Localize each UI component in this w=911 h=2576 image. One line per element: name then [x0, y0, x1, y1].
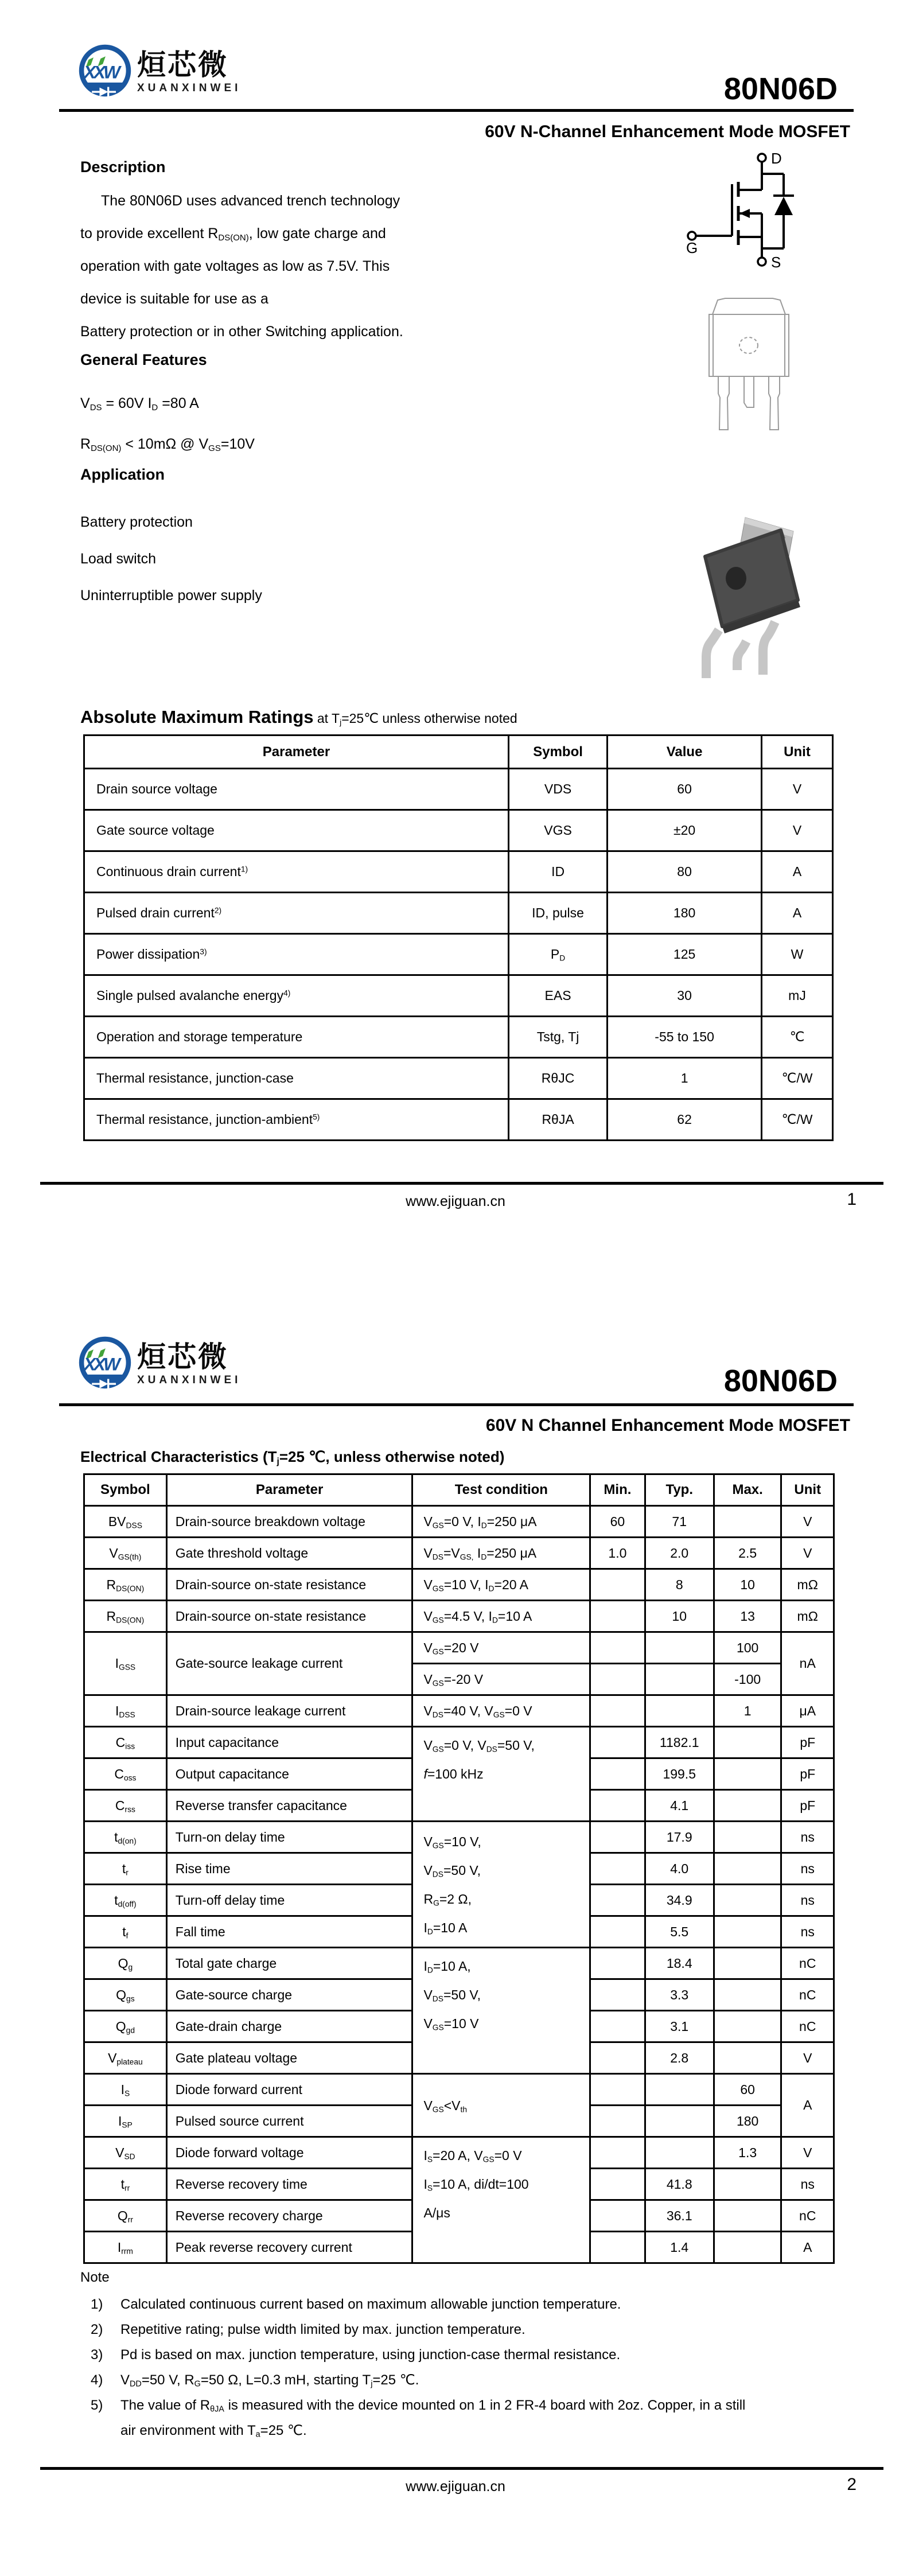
table-row: [84, 1506, 834, 1538]
table-cell: 41.8: [645, 2169, 714, 2200]
general-features-title: General Features: [80, 351, 207, 368]
application-list: [80, 504, 447, 614]
table-cell: mΩ: [781, 1601, 834, 1632]
page-subtitle: 60V N Channel Enhancement Mode MOSFET: [485, 1416, 850, 1435]
page-number: 2: [847, 2475, 857, 2494]
table-row: [84, 1569, 834, 1601]
table-cell: Reverse recovery time: [166, 2169, 412, 2200]
column-header: Symbol: [508, 736, 607, 769]
table-row: [84, 2137, 834, 2169]
table-cell: $V_{GS}=-20$ V: [412, 1664, 590, 1695]
table-cell: 5.5: [645, 1916, 714, 1948]
table-cell: ns: [781, 1885, 834, 1916]
table-cell: Turn-off delay time: [166, 1885, 412, 1916]
table-cell: [714, 2011, 781, 2042]
table-cell: Input capacitance: [166, 1727, 412, 1758]
note-number: 5): [91, 2398, 103, 2413]
table-cell: $V_{DS}=V_{GS,}$ $I_D=250$ μA: [412, 1538, 590, 1569]
table-cell: $V_{GS}=10$ V, $V_{DS}=50$ V, $R_G=2$ Ω, $I_D=10$ A: [412, 1822, 590, 1948]
table-cell: 60: [608, 769, 762, 810]
column-header: Typ.: [645, 1474, 714, 1506]
table-cell: 10: [714, 1569, 781, 1601]
table-cell: Thermal resistance, junction-case: [84, 1058, 509, 1099]
note-item: [91, 2292, 848, 2317]
table-row: [84, 1948, 834, 1979]
logo-chinese-name: 烜芯微: [137, 1341, 228, 1373]
table-row: [84, 934, 833, 975]
column-header: Unit: [762, 736, 833, 769]
table-cell: [714, 1885, 781, 1916]
table-cell: [590, 1695, 645, 1727]
table-cell: VDS: [508, 769, 607, 810]
table-cell: ℃/W: [762, 1099, 833, 1141]
ec-section-title: Electrical Characteristics ($T_j=25$ ℃, unless otherwise noted): [80, 1448, 505, 1466]
table-row: [84, 1099, 833, 1141]
table-cell: [714, 1853, 781, 1885]
table-row: [84, 851, 833, 893]
table-cell: Operation and storage temperature: [84, 1017, 509, 1058]
table-cell: [590, 1979, 645, 2011]
table-cell: [645, 1695, 714, 1727]
table-row: [84, 1727, 834, 1758]
table-cell: V: [781, 2137, 834, 2169]
table-cell: 4.1: [645, 1790, 714, 1822]
note-list: [91, 2292, 848, 2443]
table-cell: [590, 2106, 645, 2137]
table-cell: Drain-source breakdown voltage: [166, 1506, 412, 1538]
table-cell: V: [762, 769, 833, 810]
table-cell: VGS: [508, 810, 607, 851]
table-cell: 62: [608, 1099, 762, 1141]
table-cell: W: [762, 934, 833, 975]
note-number: 3): [91, 2347, 103, 2363]
table-cell: $I_{DSS}$: [84, 1695, 167, 1727]
table-cell: $Q_{gs}$: [84, 1979, 167, 2011]
application-item: Battery protection: [80, 514, 193, 530]
table-cell: 2.0: [645, 1538, 714, 1569]
column-header: Min.: [590, 1474, 645, 1506]
table-cell: nC: [781, 1979, 834, 2011]
footer-url: www.ejiguan.cn: [406, 2478, 505, 2495]
table-cell: [590, 1569, 645, 1601]
table-cell: $t_{d(on)}$: [84, 1822, 167, 1853]
table-cell: Output capacitance: [166, 1758, 412, 1790]
table-cell: Total gate charge: [166, 1948, 412, 1979]
table-cell: ℃/W: [762, 1058, 833, 1099]
table-cell: [590, 1790, 645, 1822]
table-cell: $I_{SP}$: [84, 2106, 167, 2137]
table-cell: $V_{SD}$: [84, 2137, 167, 2169]
table-cell: 60: [590, 1506, 645, 1538]
company-logo-icon: [77, 37, 133, 104]
table-cell: 2.8: [645, 2042, 714, 2074]
drain-label: D: [771, 151, 782, 167]
table-cell: [590, 2011, 645, 2042]
footer-url: www.ejiguan.cn: [406, 1193, 505, 1209]
table-cell: [714, 1979, 781, 2011]
amr-section-title: [80, 707, 517, 727]
table-cell: $V_{plateau}$: [84, 2042, 167, 2074]
part-number-title: 80N06D: [723, 72, 838, 106]
table-cell: [714, 2232, 781, 2263]
table-cell: ns: [781, 2169, 834, 2200]
table-cell: 1: [608, 1058, 762, 1099]
table-cell: [714, 1727, 781, 1758]
logo-xxw-text: XXW: [83, 62, 118, 83]
note-item: [91, 2342, 848, 2368]
logo-chinese-name: 烜芯微: [137, 49, 228, 81]
table-cell: Gate-drain charge: [166, 2011, 412, 2042]
table-cell: [590, 2200, 645, 2232]
table-cell: [590, 1758, 645, 1790]
table-cell: [590, 1664, 645, 1695]
table-cell: A: [762, 893, 833, 934]
table-cell: ID: [508, 851, 607, 893]
header-rule: [59, 109, 854, 112]
table-cell: 4.0: [645, 1853, 714, 1885]
amr-title-main: Absolute Maximum Ratings: [80, 707, 314, 727]
electrical-characteristics-table: [83, 1473, 835, 2264]
logo-latin-name: XUANXINWEI: [137, 1374, 242, 1386]
table-cell: 3.1: [645, 2011, 714, 2042]
table-cell: 3.3: [645, 1979, 714, 2011]
table-cell: ns: [781, 1822, 834, 1853]
table-cell: [714, 2169, 781, 2200]
table-cell: 1.0: [590, 1538, 645, 1569]
table-row: [84, 2074, 834, 2106]
table-cell: [714, 1822, 781, 1853]
table-cell: 80: [608, 851, 762, 893]
table-cell: 100: [714, 1632, 781, 1664]
table-cell: $Q_g$: [84, 1948, 167, 1979]
note-number: 1): [91, 2297, 103, 2312]
description-text: [80, 185, 447, 348]
table-cell: 180: [714, 2106, 781, 2137]
general-features-list: [80, 383, 447, 465]
table-cell: A: [781, 2074, 834, 2137]
table-cell: Continuous drain current$^{1)}$: [84, 851, 509, 893]
table-cell: Turn-on delay time: [166, 1822, 412, 1853]
note-text: Calculated continuous current based on maximum allowable junction temperature.: [120, 2297, 621, 2312]
table-cell: $I_{GSS}$: [84, 1632, 167, 1695]
table-cell: EAS: [508, 975, 607, 1017]
table-cell: [645, 2106, 714, 2137]
table-cell: [645, 2074, 714, 2106]
feature-line: $V_{DS} = 60V$ $I_D =80$ A: [80, 395, 199, 413]
table-cell: [590, 2074, 645, 2106]
table-cell: ns: [781, 1916, 834, 1948]
table-cell: 17.9: [645, 1822, 714, 1853]
table-cell: Thermal resistance, junction-ambient$^{5)}$: [84, 1099, 509, 1141]
table-row: [84, 975, 833, 1017]
table-cell: ±20: [608, 810, 762, 851]
table-cell: nA: [781, 1632, 834, 1695]
table-cell: $P_D$: [508, 934, 607, 975]
table-cell: $I_S=20$ A, $V_{GS}=0$ V $I_S=10$ A, di/dt=100 A/μs: [412, 2137, 590, 2263]
note-item: [91, 2393, 848, 2443]
table-cell: 13: [714, 1601, 781, 1632]
table-cell: [645, 1664, 714, 1695]
table-cell: Gate-source charge: [166, 1979, 412, 2011]
table-cell: $V_{GS}=0$ V, $V_{DS}=50$ V, f=100 kHz: [412, 1727, 590, 1822]
table-cell: 8: [645, 1569, 714, 1601]
company-logo: [77, 1329, 241, 1396]
table-cell: $t_r$: [84, 1853, 167, 1885]
table-row: [84, 1822, 834, 1853]
table-cell: -55 to 150: [608, 1017, 762, 1058]
table-row: [84, 810, 833, 851]
table-cell: [645, 2137, 714, 2169]
table-cell: 199.5: [645, 1758, 714, 1790]
table-cell: mΩ: [781, 1569, 834, 1601]
table-cell: [714, 1916, 781, 1948]
table-cell: 1.3: [714, 2137, 781, 2169]
table-cell: [590, 2232, 645, 2263]
footer-rule: [40, 2467, 883, 2470]
amr-title-suffix: at $T_j=25℃$ unless otherwise noted: [313, 711, 517, 727]
table-cell: $I_S$: [84, 2074, 167, 2106]
description-title: Description: [80, 158, 166, 176]
table-cell: [590, 1601, 645, 1632]
table-cell: $Q_{rr}$: [84, 2200, 167, 2232]
table-cell: ℃: [762, 1017, 833, 1058]
table-row: [84, 1632, 834, 1664]
note-item: [91, 2368, 848, 2393]
table-cell: $V_{GS}<V_{th}$: [412, 2074, 590, 2137]
table-cell: [590, 1727, 645, 1758]
package-photo: [696, 514, 805, 692]
table-cell: $V_{GS}=10$ V, $I_D=20$ A: [412, 1569, 590, 1601]
table-cell: 30: [608, 975, 762, 1017]
page-number: 1: [847, 1190, 857, 1209]
table-cell: [714, 1758, 781, 1790]
table-cell: V: [762, 810, 833, 851]
application-item: Load switch: [80, 551, 157, 567]
table-cell: [590, 1916, 645, 1948]
table-cell: 71: [645, 1506, 714, 1538]
table-cell: Drain-source on-state resistance: [166, 1601, 412, 1632]
table-cell: [645, 1632, 714, 1664]
table-cell: $I_D=10$ A, $V_{DS}=50$ V, $V_{GS}=10$ V: [412, 1948, 590, 2074]
note-title: Note: [80, 2270, 110, 2285]
table-cell: Drain-source leakage current: [166, 1695, 412, 1727]
column-header: Parameter: [84, 736, 509, 769]
table-cell: $V_{DS}=40$ V, $V_{GS}=0$ V: [412, 1695, 590, 1727]
company-logo: [77, 37, 241, 104]
note-text: Repetitive rating; pulse width limited by max. junction temperature.: [120, 2322, 525, 2337]
table-cell: $V_{GS(th)}$: [84, 1538, 167, 1569]
table-cell: Diode forward voltage: [166, 2137, 412, 2169]
table-cell: [714, 2200, 781, 2232]
note-number: 4): [91, 2372, 103, 2388]
table-cell: Single pulsed avalanche energy$^{4)}$: [84, 975, 509, 1017]
table-cell: [714, 1948, 781, 1979]
table-cell: [590, 1632, 645, 1664]
table-cell: $R_{DS(ON)}$: [84, 1569, 167, 1601]
table-cell: 18.4: [645, 1948, 714, 1979]
table-row: [84, 1058, 833, 1099]
table-cell: Gate threshold voltage: [166, 1538, 412, 1569]
table-cell: Peak reverse recovery current: [166, 2232, 412, 2263]
table-cell: 180: [608, 893, 762, 934]
table-cell: $V_{GS}=0$ V, $I_D=250$ μA: [412, 1506, 590, 1538]
table-cell: $Q_{gd}$: [84, 2011, 167, 2042]
table-row: [84, 769, 833, 810]
table-cell: pF: [781, 1727, 834, 1758]
table-cell: Diode forward current: [166, 2074, 412, 2106]
table-cell: Reverse recovery charge: [166, 2200, 412, 2232]
description-line: device is suitable for use as a: [80, 291, 268, 307]
table-cell: $t_f$: [84, 1916, 167, 1948]
note-text: The value of $R_{\theta JA}$ is measured with the device mounted on 1 in 2 FR-4 board with 2oz. Copper, in a still air environment with $T_a=25$ ℃.: [120, 2398, 746, 2439]
column-header: Test condition: [412, 1474, 590, 1506]
table-cell: 36.1: [645, 2200, 714, 2232]
table-cell: Gate-source leakage current: [166, 1632, 412, 1695]
table-cell: nC: [781, 2200, 834, 2232]
column-header: Value: [608, 736, 762, 769]
table-cell: Fall time: [166, 1916, 412, 1948]
table-cell: Drain-source on-state resistance: [166, 1569, 412, 1601]
table-cell: [714, 2042, 781, 2074]
part-number-title: 80N06D: [723, 1364, 838, 1398]
header-rule: [59, 1403, 854, 1406]
table-cell: [590, 1822, 645, 1853]
absolute-maximum-ratings-table: [83, 734, 834, 1141]
table-cell: $t_{rr}$: [84, 2169, 167, 2200]
description-line: to provide excellent $R_{DS(ON)}$, low gate charge and: [80, 225, 386, 243]
table-cell: $V_{GS}=20$ V: [412, 1632, 590, 1664]
table-cell: [590, 2169, 645, 2200]
table-cell: pF: [781, 1790, 834, 1822]
table-cell: 1.4: [645, 2232, 714, 2263]
table-cell: Tstg, Tj: [508, 1017, 607, 1058]
package-outline-drawing: [704, 297, 793, 438]
description-line: Battery protection or in other Switching application.: [80, 324, 403, 340]
table-cell: $V_{GS}=4.5$ V, $I_D=10$ A: [412, 1601, 590, 1632]
table-cell: $C_{oss}$: [84, 1758, 167, 1790]
note-text: Pd is based on max. junction temperature, using junction-case thermal resistance.: [120, 2347, 621, 2363]
table-cell: A: [781, 2232, 834, 2263]
table-cell: A: [762, 851, 833, 893]
table-cell: ID, pulse: [508, 893, 607, 934]
table-cell: 125: [608, 934, 762, 975]
logo-latin-name: XUANXINWEI: [137, 82, 242, 94]
column-header: Max.: [714, 1474, 781, 1506]
table-row: [84, 1017, 833, 1058]
feature-line: $R_{DS(ON)} < 10m\Omega$ @ $V_{GS}=10V$: [80, 436, 255, 453]
table-cell: [590, 1885, 645, 1916]
table-cell: $BV_{DSS}$: [84, 1506, 167, 1538]
table-row: [84, 1538, 834, 1569]
table-cell: nC: [781, 2011, 834, 2042]
table-cell: Pulsed drain current$^{2)}$: [84, 893, 509, 934]
table-cell: 1182.1: [645, 1727, 714, 1758]
table-cell: [590, 1853, 645, 1885]
table-cell: Drain source voltage: [84, 769, 509, 810]
table-cell: V: [781, 1538, 834, 1569]
table-cell: 2.5: [714, 1538, 781, 1569]
table-cell: RθJC: [508, 1058, 607, 1099]
table-cell: [714, 1506, 781, 1538]
description-line: The 80N06D uses advanced trench technology: [101, 193, 400, 209]
table-row: [84, 893, 833, 934]
column-header: Parameter: [166, 1474, 412, 1506]
column-header: Unit: [781, 1474, 834, 1506]
page-2: [0, 1288, 911, 2576]
table-cell: $t_{d(off)}$: [84, 1885, 167, 1916]
table-cell: [590, 2042, 645, 2074]
description-line: operation with gate voltages as low as 7.5V. This: [80, 258, 390, 274]
table-cell: Pulsed source current: [166, 2106, 412, 2137]
table-cell: 10: [645, 1601, 714, 1632]
table-cell: pF: [781, 1758, 834, 1790]
table-cell: nC: [781, 1948, 834, 1979]
source-label: S: [771, 254, 781, 271]
table-cell: V: [781, 2042, 834, 2074]
table-cell: [590, 2137, 645, 2169]
table-cell: RθJA: [508, 1099, 607, 1141]
table-cell: Reverse transfer capacitance: [166, 1790, 412, 1822]
table-row: [84, 1695, 834, 1727]
table-cell: μA: [781, 1695, 834, 1727]
company-logo-icon: [77, 1329, 133, 1396]
table-cell: $C_{rss}$: [84, 1790, 167, 1822]
note-item: [91, 2317, 848, 2342]
application-item: Uninterruptible power supply: [80, 587, 262, 604]
table-cell: 60: [714, 2074, 781, 2106]
note-number: 2): [91, 2322, 103, 2337]
application-title: Application: [80, 466, 165, 483]
gate-label: G: [686, 239, 698, 256]
page-subtitle: 60V N-Channel Enhancement Mode MOSFET: [485, 122, 850, 141]
logo-xxw-text: XXW: [83, 1354, 118, 1375]
footer-rule: [40, 1182, 883, 1185]
table-cell: 34.9: [645, 1885, 714, 1916]
table-cell: Gate source voltage: [84, 810, 509, 851]
table-cell: 1: [714, 1695, 781, 1727]
table-cell: $I_{rrm}$: [84, 2232, 167, 2263]
column-header: Symbol: [84, 1474, 167, 1506]
table-cell: $C_{iss}$: [84, 1727, 167, 1758]
table-cell: ns: [781, 1853, 834, 1885]
table-cell: Gate plateau voltage: [166, 2042, 412, 2074]
table-cell: mJ: [762, 975, 833, 1017]
table-row: [84, 1601, 834, 1632]
note-text: $V_{DD}=50$ V, $R_G=50$ Ω, L=0.3 mH, starting $T_j=25$ ℃.: [120, 2372, 419, 2389]
table-cell: -100: [714, 1664, 781, 1695]
table-cell: $R_{DS(ON)}$: [84, 1601, 167, 1632]
table-cell: Rise time: [166, 1853, 412, 1885]
table-cell: [590, 1948, 645, 1979]
table-cell: [714, 1790, 781, 1822]
table-cell: Power dissipation$^{3)}$: [84, 934, 509, 975]
mosfet-symbol-diagram: [683, 151, 803, 273]
table-cell: V: [781, 1506, 834, 1538]
